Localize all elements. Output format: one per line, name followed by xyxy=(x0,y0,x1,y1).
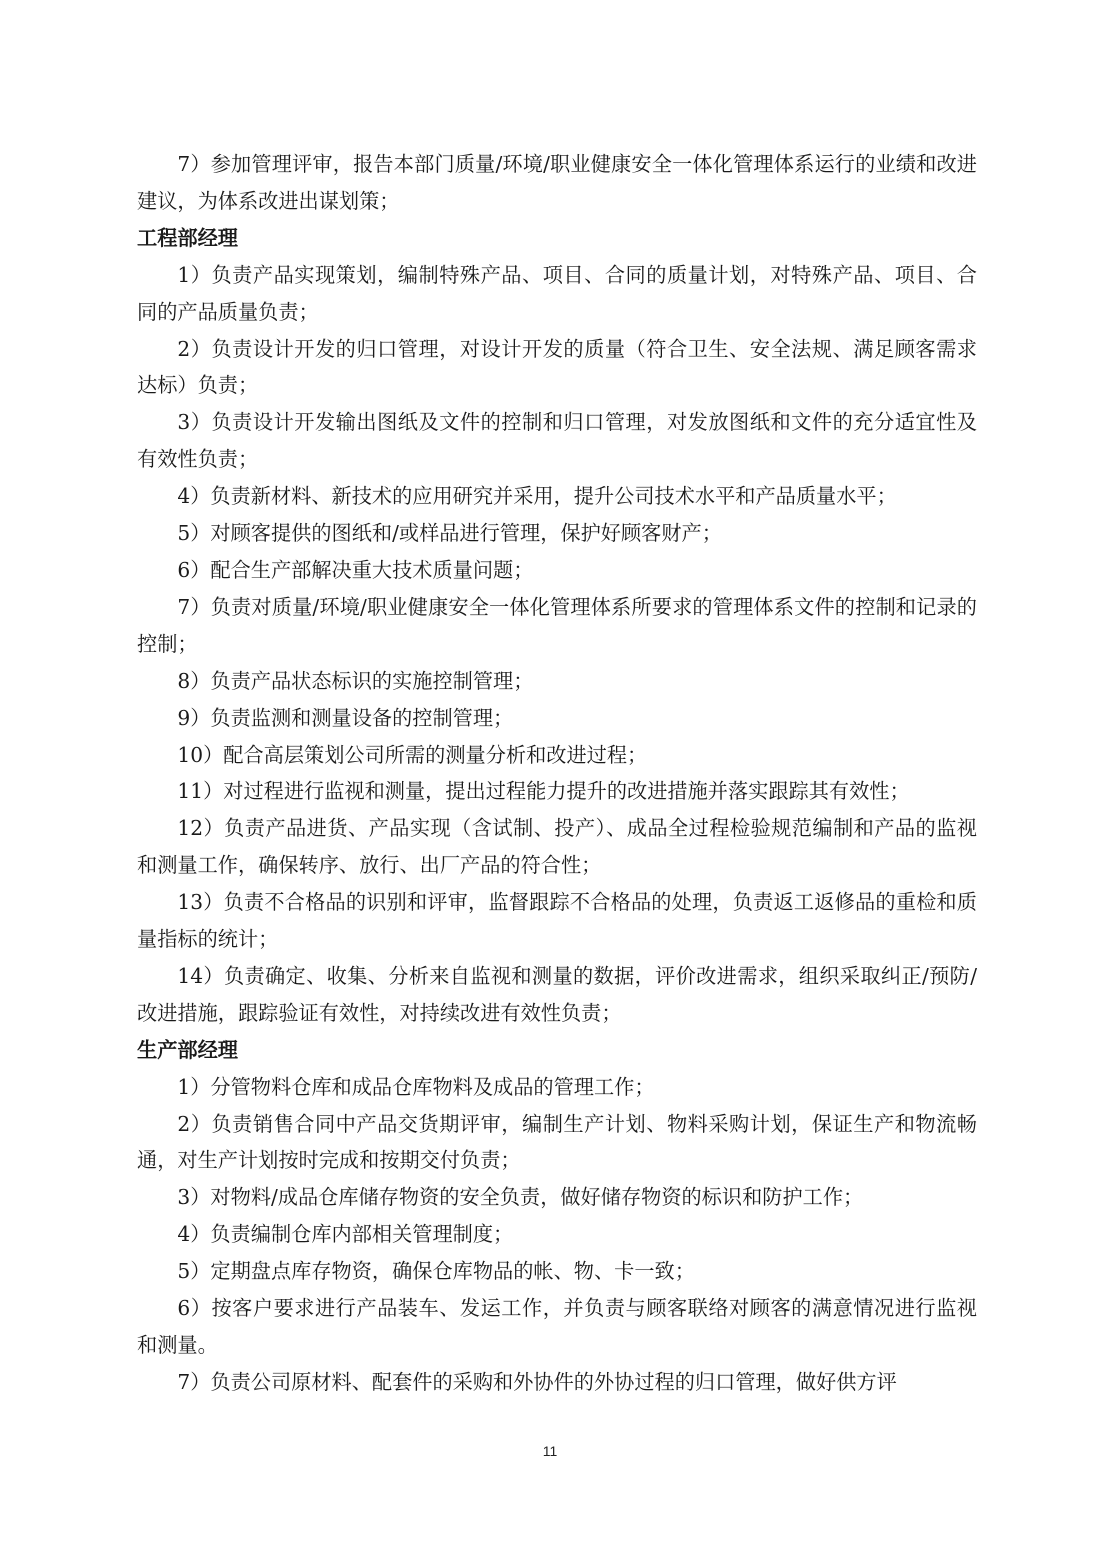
paragraph-eng-item-1: 1）负责产品实现策划，编制特殊产品、项目、合同的质量计划，对特殊产品、项目、合同的产品质量负责； xyxy=(137,262,977,324)
paragraph-eng-item-5: 5）对顾客提供的图纸和/或样品进行管理，保护好顾客财产； xyxy=(177,521,722,546)
section-heading-production-manager: 生产部经理 xyxy=(137,1037,238,1062)
paragraph-prod-item-6: 6）按客户要求进行产品装车、发运工作，并负责与顾客联络对顾客的满意情况进行监视和测量。 xyxy=(137,1296,977,1357)
section-heading-engineering-manager: 工程部经理 xyxy=(137,225,238,250)
paragraph-mgmt-review: 7）参加管理评审，报告本部门质量/环境/职业健康安全一体化管理体系运行的业绩和改进建议，为体系改进出谋划策； xyxy=(137,152,977,213)
paragraph-prod-item-7: 7）负责公司原材料、配套件的采购和外协件的外协过程的归口管理，做好供方评 xyxy=(177,1369,897,1394)
paragraph-prod-item-2: 2）负责销售合同中产品交货期评审，编制生产计划、物料采购计划，保证生产和物流畅通，对生产计划按时完成和按期交付负责； xyxy=(137,1111,977,1173)
paragraph-eng-item-9: 9）负责监测和测量设备的控制管理； xyxy=(177,705,514,730)
paragraph-eng-item-10: 10）配合高层策划公司所需的测量分析和改进过程； xyxy=(177,742,648,767)
paragraph-eng-item-7: 7）负责对质量/环境/职业健康安全一体化管理体系所要求的管理体系文件的控制和记录的控制； xyxy=(137,594,977,656)
paragraph-prod-item-4: 4）负责编制仓库内部相关管理制度； xyxy=(177,1222,514,1247)
paragraph-prod-item-3: 3）对物料/成品仓库储存物资的安全负责，做好储存物资的标识和防护工作； xyxy=(177,1185,864,1210)
paragraph-eng-item-12: 12）负责产品进货、产品实现（含试制、投产）、成品全过程检验规范编制和产品的监视和测量工作，确保转序、放行、出厂产品的符合性； xyxy=(137,816,977,878)
paragraph-eng-item-11: 11）对过程进行监视和测量，提出过程能力提升的改进措施并落实跟踪其有效性； xyxy=(177,779,910,804)
paragraph-eng-item-4: 4）负责新材料、新技术的应用研究并采用，提升公司技术水平和产品质量水平； xyxy=(177,484,897,509)
page-number: 11 xyxy=(542,1443,558,1459)
paragraph-eng-item-8: 8）负责产品状态标识的实施控制管理； xyxy=(177,668,534,693)
document-body xyxy=(137,146,977,1401)
paragraph-prod-item-1: 1）分管物料仓库和成品仓库物料及成品的管理工作； xyxy=(177,1074,655,1099)
paragraph-eng-item-2: 2）负责设计开发的归口管理，对设计开发的质量（符合卫生、安全法规、满足顾客需求达标）负责； xyxy=(137,336,977,398)
paragraph-eng-item-3: 3）负责设计开发输出图纸及文件的控制和归口管理，对发放图纸和文件的充分适宜性及有效性负责； xyxy=(137,410,977,472)
paragraph-eng-item-14: 14）负责确定、收集、分析来自监视和测量的数据，评价改进需求，组织采取纠正/预防/改进措施，跟踪验证有效性，对持续改进有效性负责； xyxy=(137,963,977,1025)
paragraph-prod-item-5: 5）定期盘点库存物资，确保仓库物品的帐、物、卡一致； xyxy=(177,1259,695,1284)
paragraph-eng-item-6: 6）配合生产部解决重大技术质量问题； xyxy=(177,557,534,582)
paragraph-eng-item-13: 13）负责不合格品的识别和评审，监督跟踪不合格品的处理，负责返工返修品的重检和质量指标的统计； xyxy=(137,890,977,952)
